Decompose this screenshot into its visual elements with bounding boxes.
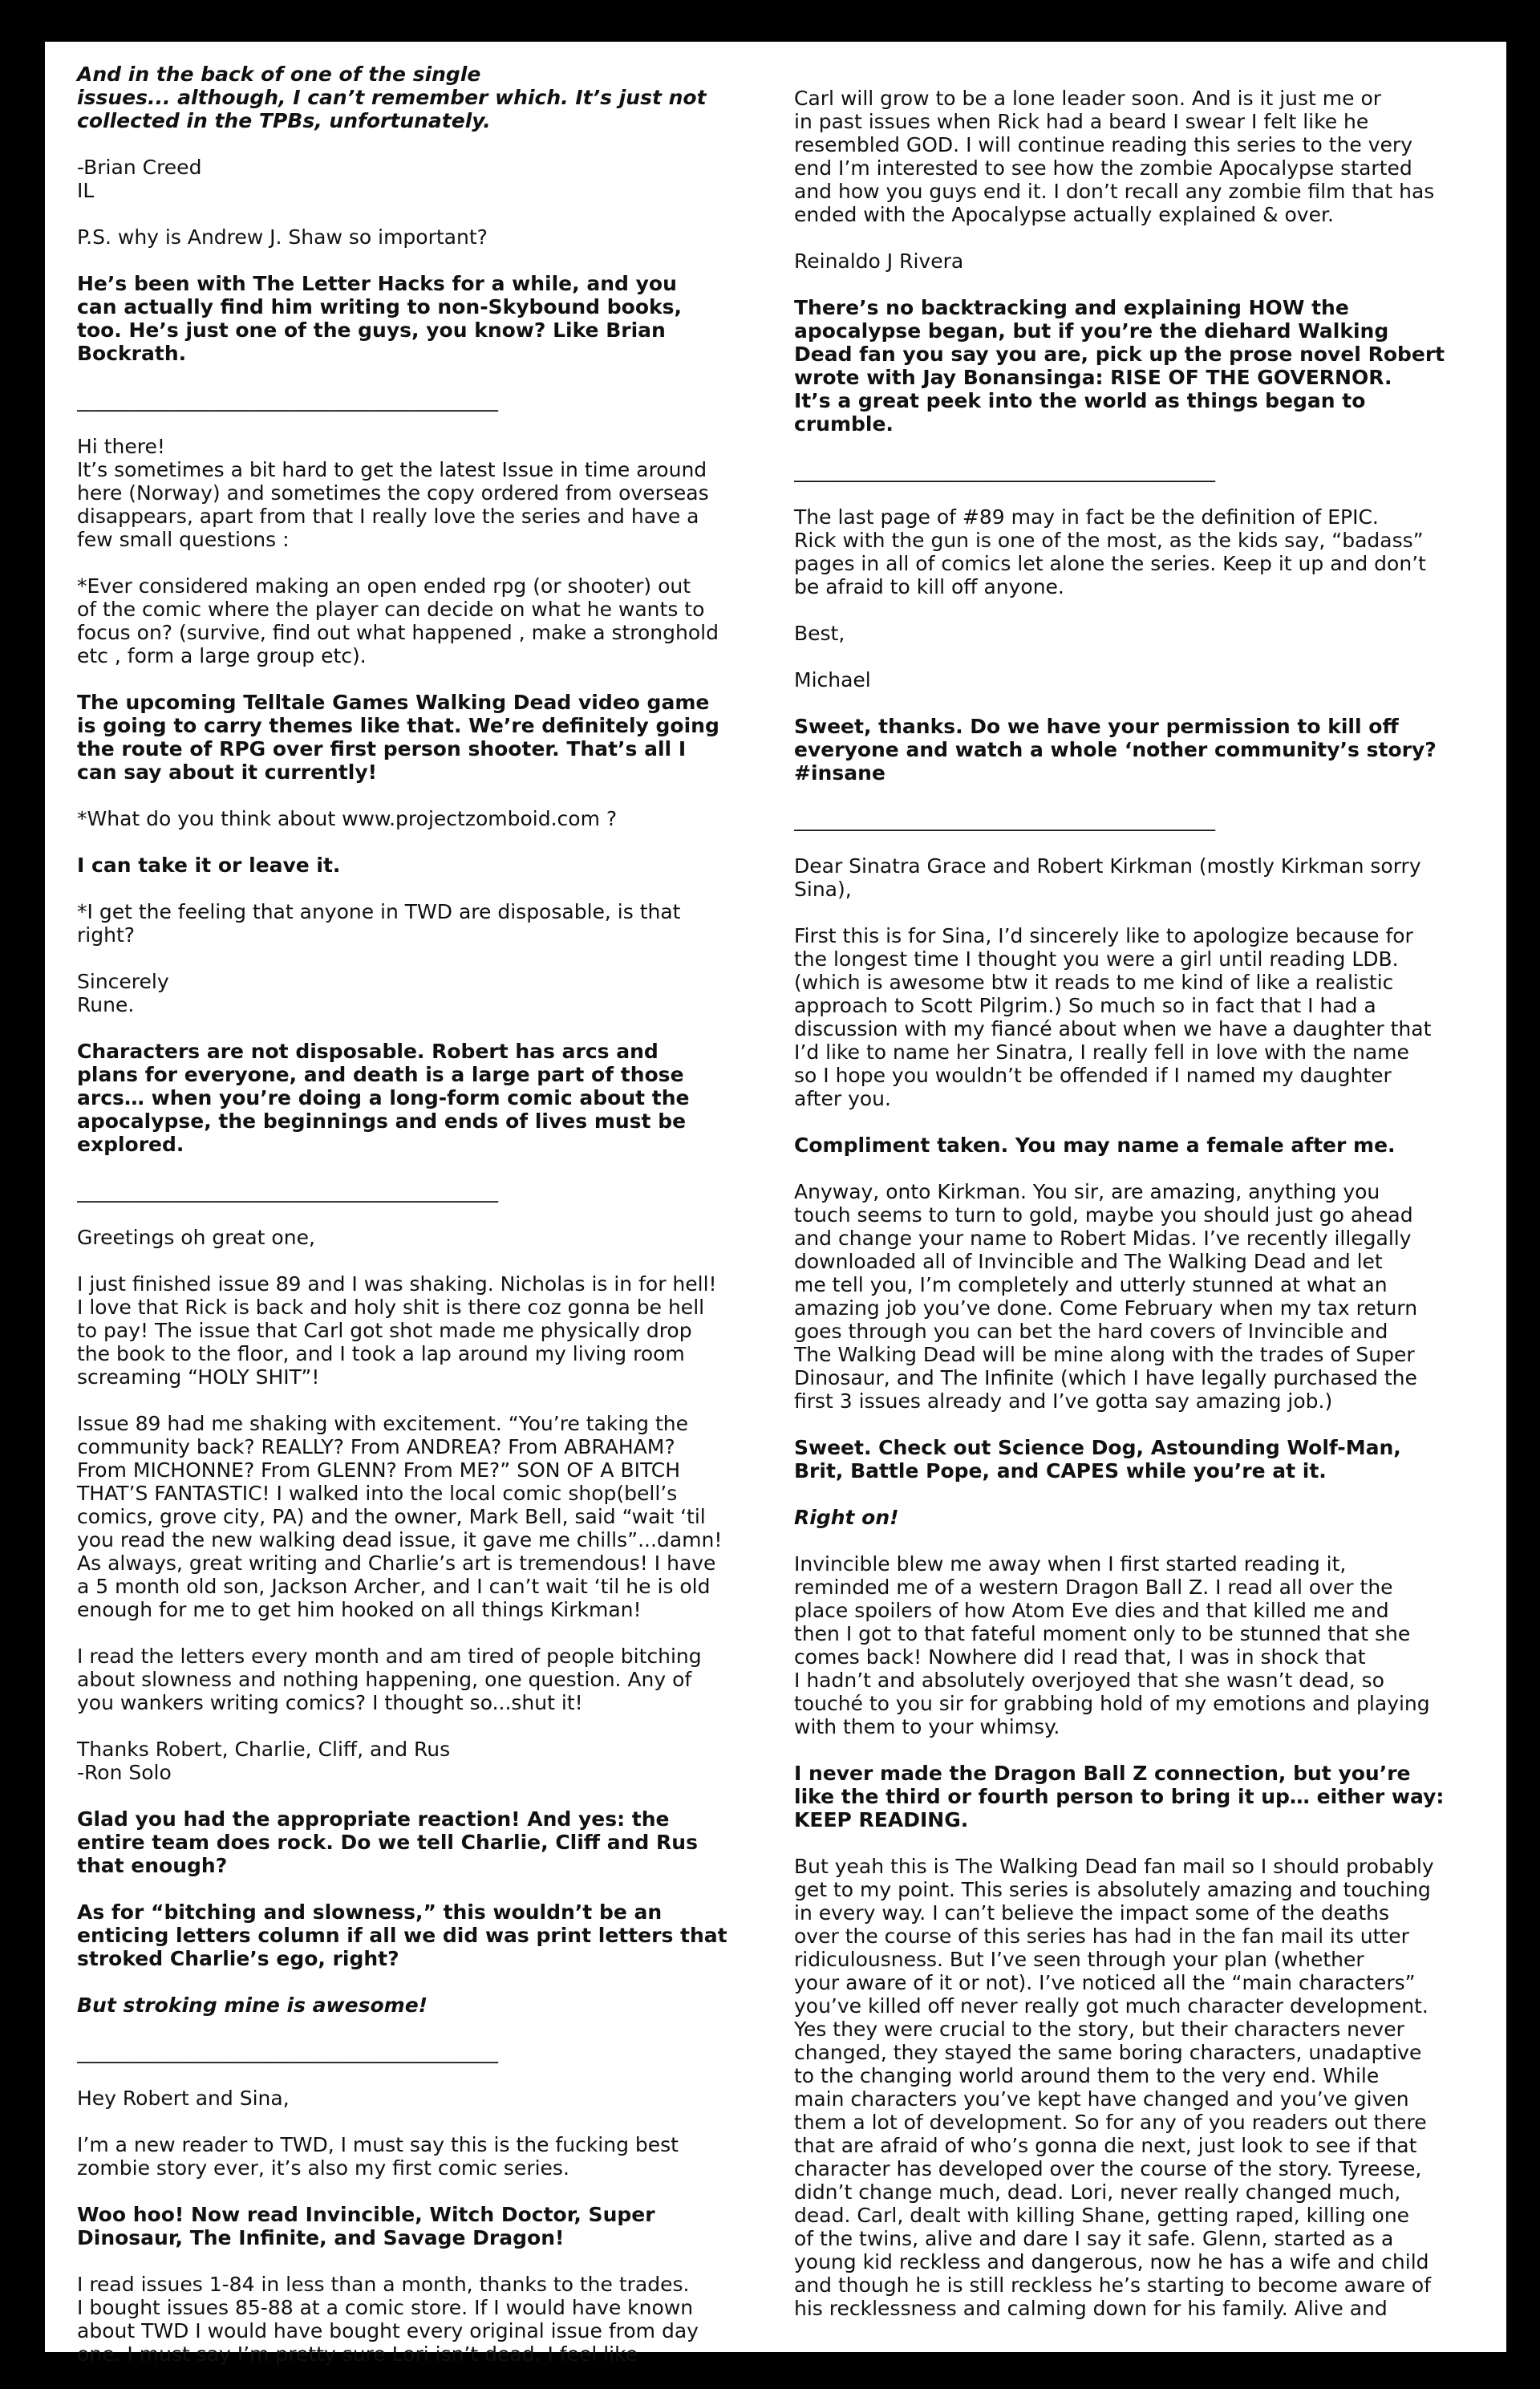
letter-paragraph: Hi there! It’s sometimes a bit hard to get the latest Issue in time around here (Norway) and sometimes the copy ordered from overseas disappears, apart from that I really love the series and have a few small questions : [77, 435, 709, 551]
editor-response: Characters are not disposable. Robert has arcs and plans for everyone, and death is a large part of those arcs… when you’re doing a long-form comic about the apocalypse, the beginnings and ends of lives must be explored. [77, 1040, 690, 1156]
letter-paragraph: P.S. why is Andrew J. Shaw so important? [77, 225, 488, 249]
separator-line: __________________________________________ [77, 388, 498, 412]
separator-line: __________________________________________ [794, 808, 1215, 831]
editor-response: Woo hoo! Now read Invincible, Witch Doctor, Super Dinosaur, The Infinite, and Savage Dragon! [77, 2203, 655, 2249]
right-column [794, 87, 1466, 2343]
letter-paragraph: Best, [794, 622, 845, 645]
letter-paragraph: *What do you think about www.projectzomboid.com ? [77, 807, 618, 830]
separator-line: __________________________________________ [77, 1179, 498, 1203]
letter-paragraph: The last page of #89 may in fact be the definition of EPIC. Rick with the gun is one of the most, as the kids say, “badass” pages in all of comics let alone the series. Keep it up and don’t be afraid to kill off anyone. [794, 505, 1426, 598]
italic-response: Right on! [794, 1506, 899, 1529]
editor-response: Sweet. Check out Science Dog, Astounding Wolf-Man, Brit, Battle Pope, and CAPES while you’re at it. [794, 1436, 1401, 1482]
letter-paragraph: I just finished issue 89 and I was shaking. Nicholas is in for hell! I love that Rick is back and holy shit is there coz gonna be hell to pay! The issue that Carl got shot made me physically drop the book to the floor, and I took a lap around my living room screaming “HOLY SHIT”! [77, 1272, 717, 1389]
letter-paragraph: Dear Sinatra Grace and Robert Kirkman (mostly Kirkman sorry Sina), [794, 854, 1421, 901]
italic-response: And in the back of one of the single issues... although, I can’t remember which. It’s just not collected in the TPBs, unfortunately. [77, 63, 707, 132]
editor-response: Compliment taken. You may name a female after me. [794, 1134, 1396, 1157]
editor-response: The upcoming Telltale Games Walking Dead video game is going to carry themes like that. We’re definitely going the route of RPG over first person shooter. That’s all I can say about it currently! [77, 691, 719, 784]
letters-page [45, 42, 1506, 2366]
letter-paragraph: I’m a new reader to TWD, I must say this is the fucking best zombie story ever, it’s also my first comic series. [77, 2133, 679, 2180]
editor-response: I can take it or leave it. [77, 854, 341, 877]
letter-paragraph: I read the letters every month and am tired of people bitching about slowness and nothing happening, one question. Any of you wankers writing comics? I thought so...shut it! [77, 1645, 702, 1714]
editor-response: He’s been with The Letter Hacks for a while, and you can actually find him writing to non-Skybound books, too. He’s just one of the guys, you know? Like Brian Bockrath. [77, 272, 683, 365]
letter-paragraph: Anyway, onto Kirkman. You sir, are amazing, anything you touch seems to turn to gold, maybe you should just go ahead and change your name to Robert Midas. I’ve recently illegally downloaded all of Invincible and The Walking Dead and let me tell you, I’m completely and utterly stunned at what an amazing job you’ve done. Come February when my tax return goes through you can bet the hard covers of Invincible and The Walking Dead will be mine along with the trades of Super Dinosaur, and The Infinite (which I have legally purchased the first 3 issues already and I’ve gotta say amazing job.) [794, 1180, 1418, 1413]
italic-response: But stroking mine is awesome! [77, 1994, 428, 2017]
editor-response: Sweet, thanks. Do we have your permission to kill off everyone and watch a whole ‘nother community’s story? #insane [794, 715, 1437, 785]
editor-response: I never made the Dragon Ball Z connection, but you’re like the third or fourth person to bring it up… either way: KEEP READING. [794, 1762, 1445, 1831]
left-column [77, 63, 749, 2389]
letter-paragraph: Michael [794, 668, 871, 692]
letter-paragraph: Invincible blew me away when I first started reading it, reminded me of a western Dragon Ball Z. I read all over the place spoilers of how Atom Eve dies and that killed me and then I got to that fateful moment only to be stunned that she comes back! Nowhere did I read that, I was in shock that I hadn’t and absolutely overjoyed that she wasn’t dead, so touché to you sir for grabbing hold of my emotions and playing with them to your whimsy. [794, 1552, 1430, 1738]
letter-paragraph: Greetings oh great one, [77, 1226, 315, 1249]
letter-paragraph: -Brian Creed IL [77, 156, 202, 202]
letter-paragraph: Carl will grow to be a lone leader soon. And is it just me or in past issues when Rick had a beard I swear I felt like he resembled GOD. I will continue reading this series to the very end I’m interested to see how the zombie Apocalypse started and how you guys end it. I don’t recall any zombie film that has ended with the Apocalypse actually explained & over. [794, 87, 1435, 226]
letter-paragraph: But yeah this is The Walking Dead fan mail so I should probably get to my point. This series is absolutely amazing and touching in every way. I can’t believe the impact some of the deaths over the course of this series has had in the fan mail its utter ridiculousness. But I’ve seen through your plan (whether your aware of it or not). I’ve noticed all the “main characters” you’ve killed off never really got much character development. Yes they were crucial to the story, but their characters never changed, they stayed the same boring characters, unadaptive to the changing world around them to the very end. While main characters you’ve kept have changed and you’ve given them a lot of development. So for any of you readers out there that are afraid of who’s gonna die next, just look to see if that character has developed over the course of the story. Tyreese, didn’t change much, dead. Lori, never really changed much, dead. Carl, dealt with killing Shane, getting raped, killing one of the twins, alive and dare I say it safe. Glenn, started as a young kid reckless and dangerous, now he has a wife and child and though he is still reckless he’s starting to become aware of his recklessness and calming down for his family. Alive and [794, 1855, 1434, 2320]
letter-paragraph: Reinaldo J Rivera [794, 249, 964, 273]
separator-line: __________________________________________ [794, 459, 1215, 482]
editor-response: There’s no backtracking and explaining HOW the apocalypse began, but if you’re the diehard Walking Dead fan you say you are, pick up the prose novel Robert wrote with Jay Bonansinga: RISE OF THE GOVERNOR. It’s a great peek into the world as things began to crumble. [794, 296, 1445, 436]
letter-paragraph: Sincerely Rune. [77, 970, 169, 1016]
letter-paragraph: Issue 89 had me shaking with excitement. “You’re taking the community back? REALLY? From ANDREA? From ABRAHAM? From MICHONNE? From GLENN? From ME?” SON OF A BITCH THAT’S FANTASTIC! I walked into the local comic shop(bell’s comics, grove city, PA) and the owner, Mark Bell, said “wait ‘til you read the new walking dead issue, it gave me chills”...damn! As always, great writing and Charlie’s art is tremendous! I have a 5 month old son, Jackson Archer, and I can’t wait ‘til he is old enough for me to get him hooked on all things Kirkman! [77, 1412, 723, 1621]
letter-paragraph: *Ever considered making an open ended rpg (or shooter) out of the comic where the player can decide on what he wants to focus on? (survive, find out what happened , make a stronghold etc , form a large group etc). [77, 574, 719, 667]
separator-line: __________________________________________ [77, 2040, 498, 2063]
editor-response: Glad you had the appropriate reaction! And yes: the entire team does rock. Do we tell Charlie, Cliff and Rus that enough? [77, 1807, 698, 1877]
letter-paragraph: I read issues 1-84 in less than a month, thanks to the trades. I bought issues 85-88 at a comic store. If I would have known about TWD I would have bought every original issue from day one. I must say I’m pretty sure Lori isn’t dead. I feel like [77, 2273, 699, 2366]
letter-paragraph: Thanks Robert, Charlie, Cliff, and Rus -Ron Solo [77, 1738, 451, 1784]
letter-paragraph: Hey Robert and Sina, [77, 2087, 290, 2110]
editor-response: As for “bitching and slowness,” this wouldn’t be an enticing letters column if all we did was print letters that stroked Charlie’s ego, right? [77, 1900, 727, 1970]
letter-paragraph: First this is for Sina, I’d sincerely like to apologize because for the longest time I thought you were a girl until reading LDB. (which is awesome btw it reads to me kind of like a realistic approach to Scott Pilgrim.) So much so in fact that I had a discussion with my fiancé about when we have a daughter that I’d like to name her Sinatra, I really fell in love with the name so I hope you wouldn’t be offended if I named my daughter after you. [794, 924, 1432, 1110]
letter-paragraph: *I get the feeling that anyone in TWD are disposable, is that right? [77, 900, 681, 947]
